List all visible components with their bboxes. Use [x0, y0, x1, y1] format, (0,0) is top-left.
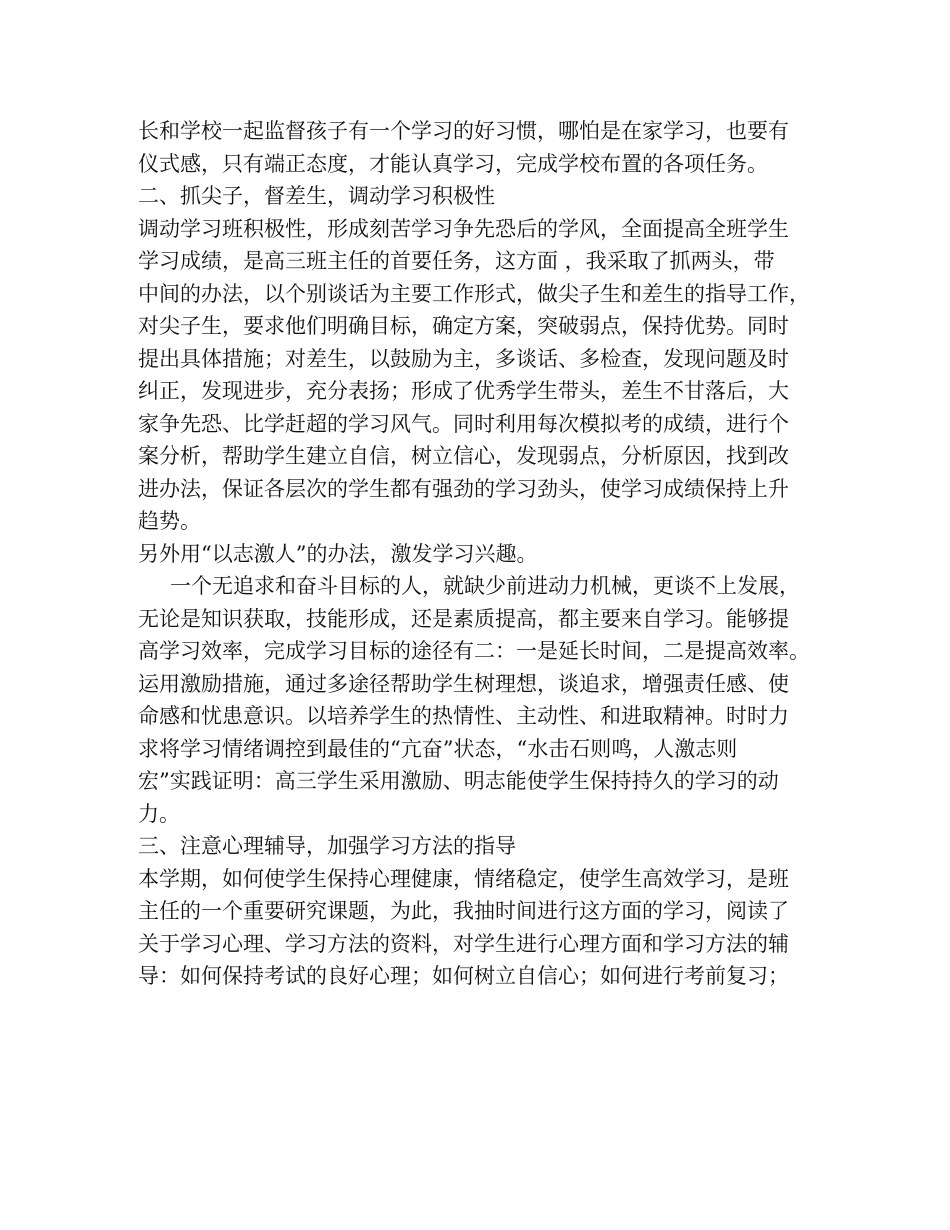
text-line: 案分析，帮助学生建立自信，树立信心，发现弱点，分析原因，找到改 [138, 444, 789, 468]
text-line: 主任的一个重要研究课题，为此，我抽时间进行这方面的学习，阅读了 [138, 899, 789, 923]
text-line: 对尖子生，要求他们明确目标，确定方案，突破弱点，保持优势。同时 [138, 314, 789, 338]
text-line: 提出具体措施；对差生，以鼓励为主，多谈话、多检查，发现问题及时 [138, 346, 789, 371]
text-line: 另外用“以志激人”的办法，激发学习兴趣。 [138, 541, 538, 566]
text-line: 力。 [138, 801, 180, 826]
document-body [138, 115, 828, 993]
text-line: 无论是知识获取，技能形成，还是素质提高，都主要来自学习。能够提 [138, 606, 789, 631]
text-line: 长和学校一起监督孩子有一个学习的好习惯，哪怕是在家学习，也要有 [138, 119, 789, 143]
text-line: 学习成绩，是高三班主任的首要任务，这方面 ，我采取了抓两头，带 [138, 249, 775, 273]
text-line: 中间的办法，以个别谈话为主要工作形式，做尖子生和差生的指导工作， [138, 281, 810, 306]
text-line: 导：如何保持考试的良好心理；如何树立自信心；如何进行考前复习； [138, 964, 789, 988]
text-line: 家争先恐、比学赶超的学习风气。同时利用每次模拟考的成绩，进行个 [138, 411, 789, 436]
text-line: 本学期，如何使学生保持心理健康，情绪稳定，使学生高效学习，是班 [138, 866, 789, 891]
section-heading: 三、注意心理辅导，加强学习方法的指导 [138, 834, 516, 858]
text-line: 运用激励措施，通过多途径帮助学生树理想，谈追求，增强责任感、使 [138, 671, 789, 696]
text-line: 调动学习班积极性，形成刻苦学习争先恐后的学风，全面提高全班学生 [138, 216, 789, 241]
text-line: 仪式感，只有端正态度，才能认真学习，完成学校布置的各项任务。 [138, 151, 768, 176]
section-heading: 二、抓尖子，督差生，调动学习积极性 [138, 184, 495, 208]
text-line: 一个无追求和奋斗目标的人，就缺少前进动力机械，更谈不上发展， [170, 574, 800, 598]
text-line: 关于学习心理、学习方法的资料，对学生进行心理方面和学习方法的辅 [138, 931, 789, 956]
text-line: 纠正，发现进步，充分表扬；形成了优秀学生带头，差生不甘落后，大 [138, 379, 789, 403]
text-line: 求将学习情绪调控到最佳的“亢奋”状态，“水击石则鸣，人激志则 [138, 736, 738, 761]
text-line: 进办法，保证各层次的学生都有强劲的学习劲头，使学习成绩保持上升 [138, 476, 789, 501]
text-line: 宏”实践证明：高三学生采用激励、明志能使学生保持持久的学习的动 [138, 769, 779, 793]
text-line: 高学习效率，完成学习目标的途径有二：一是延长时间，二是提高效率。 [138, 639, 810, 663]
text-line: 命感和忧患意识。以培养学生的热情性、主动性、和进取精神。时时力 [138, 704, 789, 728]
text-line: 趋势。 [138, 509, 201, 533]
